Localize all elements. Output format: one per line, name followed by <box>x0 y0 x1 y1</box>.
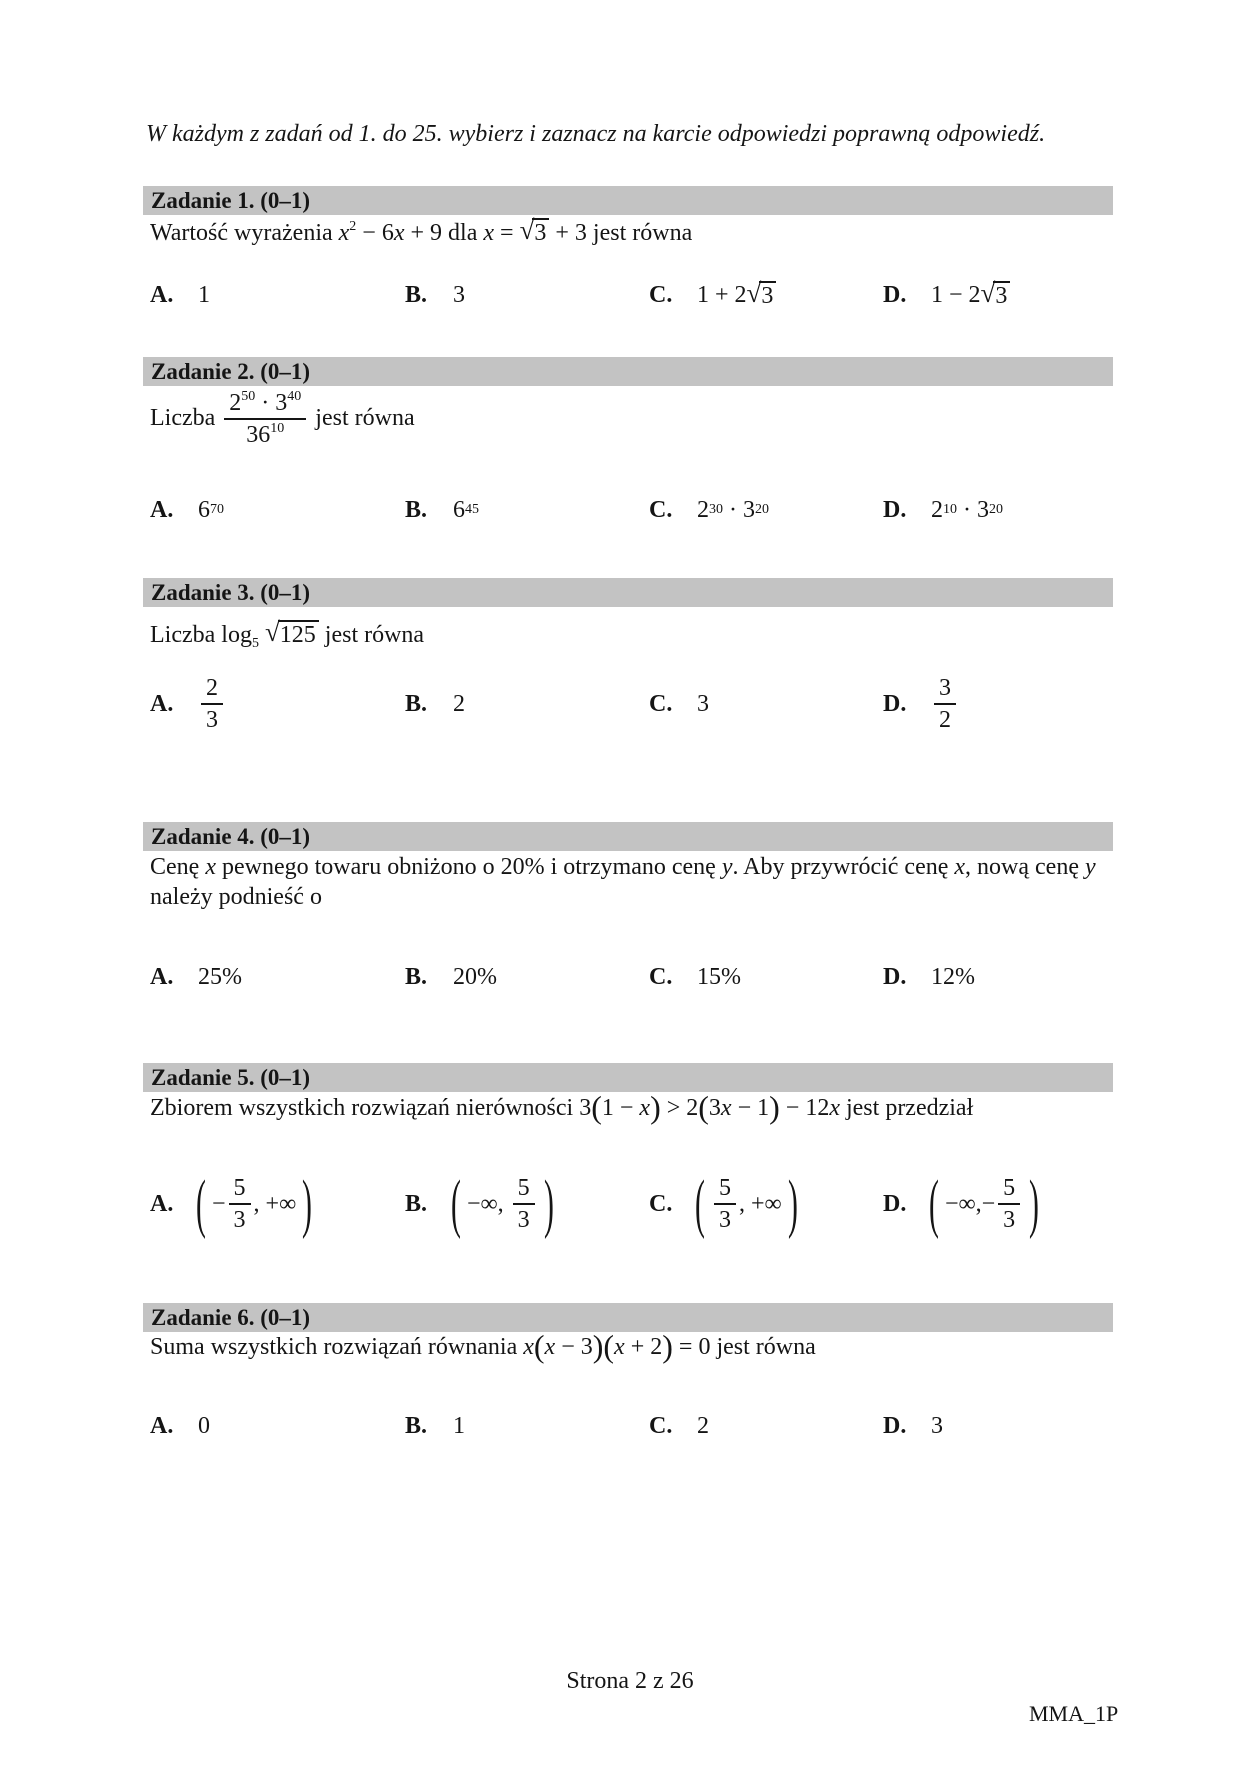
math-den <box>224 418 306 448</box>
answer-label: C. <box>649 1190 673 1217</box>
math-mtxt: . Aby przywrócić cenę <box>732 854 955 880</box>
math-mtxt: 5 <box>233 1174 246 1201</box>
task-2-answers-row <box>150 490 1125 530</box>
math-den <box>201 703 223 733</box>
task-2-title-bar <box>143 357 1113 386</box>
answer-value <box>453 1413 465 1440</box>
answer-value <box>931 675 959 734</box>
math-den <box>714 1203 736 1233</box>
answer-label: B. <box>405 963 428 990</box>
answer-value: 6 70 <box>198 496 224 523</box>
math-mtxt: 25% <box>198 963 242 990</box>
task-3-question <box>150 617 425 651</box>
task-5-question <box>150 1089 974 1125</box>
math-mtxt: 3 <box>718 1207 731 1233</box>
task-2-answer-c <box>649 490 769 530</box>
footer-page-number: Strona 2 z 26 <box>566 1668 694 1694</box>
math-sqrt <box>980 277 1011 309</box>
math-mp: ( <box>603 1328 615 1364</box>
math-sqrt <box>519 215 550 246</box>
math-mtxt: 1 <box>198 281 210 308</box>
answer-value <box>931 277 1010 309</box>
math-mp: ( <box>698 1089 709 1125</box>
answer-label: D. <box>883 496 907 523</box>
task-5-answer-b <box>405 1164 552 1244</box>
math-mtxt: = <box>494 220 520 246</box>
math-mtxt: 2 <box>697 496 709 523</box>
task-1-answer-c <box>649 273 776 317</box>
answer-value <box>929 1167 1040 1240</box>
math-frac <box>224 390 306 449</box>
answer-value: 2 10 · 3 20 <box>931 496 1003 523</box>
task-4-answer-b <box>405 957 497 997</box>
math-mtxt: jest przedział <box>839 1095 974 1121</box>
math-frac <box>513 1175 535 1234</box>
math-mtxt: + 2 <box>624 1334 663 1360</box>
answer-label: C. <box>649 963 673 990</box>
task-6-title-bar <box>143 1303 1113 1332</box>
math-bigp <box>929 1167 1040 1240</box>
math-msup: 10 <box>270 421 285 437</box>
task-6-answers-row <box>150 1406 1125 1446</box>
math-mtxt: 3 <box>761 282 774 309</box>
answer-label: A. <box>150 963 174 990</box>
math-frac <box>201 675 223 734</box>
task-4-question <box>150 852 1118 912</box>
task-1-title-bar <box>143 186 1113 215</box>
task-4-answers-row <box>150 957 1125 997</box>
task-6-question <box>150 1328 816 1364</box>
answer-value <box>697 1413 709 1440</box>
math-bp: ) <box>787 1167 798 1240</box>
answer-value <box>453 964 497 991</box>
math-msub: 5 <box>251 636 259 651</box>
math-mtxt: 3 <box>939 674 951 701</box>
task-1-answers-row <box>150 273 1125 317</box>
math-mvar: x <box>483 220 495 246</box>
answer-label: C. <box>649 281 673 308</box>
math-mtxt: −∞, <box>466 1190 510 1217</box>
math-mvar: x <box>393 220 405 246</box>
math-mtxt: jest równa <box>309 404 415 431</box>
math-num <box>998 1175 1020 1203</box>
answer-label: A. <box>150 281 174 308</box>
math-mtxt: 1 + 2 <box>697 281 747 308</box>
math-den <box>934 703 956 733</box>
math-bpc <box>703 1175 790 1234</box>
math-sg: √ <box>746 277 762 308</box>
math-sqrt <box>264 617 319 648</box>
task-2-answer-a <box>150 490 224 530</box>
math-mtxt: 2 <box>931 496 943 523</box>
task-3-answer-b <box>405 670 465 738</box>
math-mp: ) <box>662 1328 673 1364</box>
math-rd <box>993 281 1010 309</box>
math-mtxt: , nową cenę <box>965 854 1085 880</box>
math-mtxt: 3 <box>931 1412 943 1439</box>
math-mtxt: = 0 jest równa <box>672 1334 816 1360</box>
math-num <box>201 675 223 703</box>
math-msup: 2 <box>349 219 357 234</box>
math-mtxt: 0 <box>198 1412 210 1439</box>
math-bp: ( <box>196 1167 206 1240</box>
math-mtxt: należy podnieść o <box>150 884 322 910</box>
answer-label: B. <box>405 690 428 717</box>
math-mtxt: 1 − 2 <box>931 281 981 308</box>
math-sqrt <box>746 277 777 309</box>
answer-value <box>451 1167 554 1240</box>
math-mtxt: , +∞ <box>253 1190 297 1217</box>
math-mtxt: Zbiorem wszystkich rozwiązań nierówności 3 <box>150 1095 592 1121</box>
math-mvar: x <box>720 1095 732 1121</box>
answer-label: A. <box>150 1190 174 1217</box>
math-mtxt: 3 <box>1003 1207 1016 1233</box>
task-1-title: Zadanie 1. (0–1) <box>151 187 311 213</box>
math-mtxt: 2 <box>453 690 465 717</box>
math-mvar: x <box>614 1334 625 1360</box>
task-6-answer-b <box>405 1406 465 1446</box>
answer-label: D. <box>883 1190 907 1217</box>
math-mvar: y <box>1085 854 1096 880</box>
answer-label: D. <box>883 963 907 990</box>
math-mvar: x <box>829 1095 840 1121</box>
math-sg: √ <box>519 215 535 245</box>
math-mp: ) <box>769 1089 780 1125</box>
task-2-question <box>150 390 415 449</box>
answer-value <box>931 1413 943 1440</box>
math-mtxt: 5 <box>718 1174 731 1201</box>
task-5-answer-a <box>150 1164 313 1244</box>
math-num <box>229 1175 251 1203</box>
answer-value <box>198 964 242 991</box>
task-5-title: Zadanie 5. (0–1) <box>151 1064 311 1090</box>
task-1-answer-a <box>150 273 210 317</box>
answer-value <box>931 964 975 991</box>
math-rd <box>278 620 319 648</box>
math-mtxt: 125 <box>279 622 316 648</box>
answer-label: B. <box>405 1412 428 1439</box>
math-mtxt: 3 <box>453 281 465 308</box>
math-bp: ( <box>451 1167 461 1240</box>
math-mtxt: − 3 <box>555 1334 593 1360</box>
math-mvar: x <box>523 1334 534 1360</box>
math-sg: √ <box>264 617 280 647</box>
task-3-answer-a <box>150 670 226 738</box>
math-mtxt: · 3 <box>255 390 288 416</box>
answer-label: A. <box>150 1412 174 1439</box>
math-mvar: x <box>338 220 350 246</box>
math-mtxt: Cenę <box>150 854 206 880</box>
math-mtxt: 6 <box>198 496 210 523</box>
answer-value <box>198 675 226 734</box>
math-den <box>998 1203 1020 1233</box>
math-frac <box>714 1175 736 1234</box>
math-mtxt: 1 <box>453 1412 465 1439</box>
math-num <box>934 675 956 703</box>
answer-label: C. <box>649 496 673 523</box>
answer-value <box>697 691 709 718</box>
math-mtxt: 6 <box>453 496 465 523</box>
task-5-answers-row <box>150 1164 1125 1244</box>
answer-label: C. <box>649 690 673 717</box>
task-6-title: Zadanie 6. (0–1) <box>151 1304 311 1330</box>
math-bp: ) <box>543 1167 554 1240</box>
math-bigp <box>451 1167 554 1240</box>
answer-label: A. <box>150 496 174 523</box>
math-frac <box>998 1175 1020 1234</box>
task-3-answer-c <box>649 670 709 738</box>
math-mtxt: Suma wszystkich rozwiązań równania <box>150 1334 524 1360</box>
answer-value: 6 45 <box>453 496 479 523</box>
math-mp: ( <box>533 1328 545 1364</box>
task-2-title: Zadanie 2. (0–1) <box>151 358 311 384</box>
math-mtxt: Liczba log <box>150 622 252 648</box>
math-msup: 50 <box>241 389 256 404</box>
task-4-title: Zadanie 4. (0–1) <box>151 823 311 849</box>
task-6-answer-a <box>150 1406 210 1446</box>
math-mtxt: 15% <box>697 963 741 990</box>
math-bpc <box>937 1175 1031 1234</box>
answer-value <box>198 1413 210 1440</box>
math-mtxt: 2 <box>206 674 218 701</box>
math-bp: ( <box>695 1167 705 1240</box>
task-2-answer-d <box>883 490 1003 530</box>
math-mtxt: − 12 <box>779 1095 830 1121</box>
math-bigp <box>196 1167 313 1240</box>
math-sg: √ <box>980 277 996 308</box>
task-4-answer-c <box>649 957 741 997</box>
math-bp: ) <box>1029 1167 1040 1240</box>
math-mtxt: 3 <box>233 1207 246 1233</box>
instruction-text: W każdym z zadań od 1. do 25. wybierz i zaznacz na karcie odpowiedzi poprawną odpowiedź. <box>146 121 1046 147</box>
math-bp: ( <box>929 1167 939 1240</box>
answer-value <box>196 1167 313 1240</box>
answer-label: D. <box>883 1412 907 1439</box>
task-3-title: Zadanie 3. (0–1) <box>151 579 311 605</box>
answer-value <box>198 282 210 309</box>
math-mtxt: 3 <box>517 1207 530 1233</box>
math-mtxt: jest równa <box>318 622 425 648</box>
math-frac <box>229 1175 251 1234</box>
math-mtxt: 1 − <box>601 1095 640 1121</box>
answer-value <box>697 964 741 991</box>
task-4-answer-a <box>150 957 242 997</box>
task-3-answer-d <box>883 670 959 738</box>
math-mtxt: + 9 dla <box>404 220 484 246</box>
task-6-answer-c <box>649 1406 709 1446</box>
math-mtxt: − <box>211 1190 226 1217</box>
math-mtxt: 3 <box>206 707 218 733</box>
math-mtxt: Wartość wyrażenia <box>150 220 339 246</box>
math-msup: 40 <box>287 389 302 404</box>
math-mtxt: · 3 <box>723 496 755 523</box>
math-mtxt: 2 <box>697 1412 709 1439</box>
math-rd <box>532 218 549 246</box>
answer-value <box>695 1167 798 1240</box>
math-mtxt: 5 <box>517 1174 530 1201</box>
math-mtxt: −∞,− <box>944 1190 996 1217</box>
math-mvar: y <box>721 854 733 880</box>
task-1-answer-b <box>405 273 465 317</box>
math-bigp <box>695 1167 798 1240</box>
math-mtxt: 3 <box>708 1095 721 1121</box>
task-2-answer-b <box>405 490 479 530</box>
math-mtxt: 36 <box>246 422 271 449</box>
answer-value <box>453 691 465 718</box>
math-mtxt: 3 <box>995 282 1008 309</box>
answer-value: 2 30 · 3 20 <box>697 496 769 523</box>
task-5-answer-c <box>649 1164 796 1244</box>
task-1-answer-d <box>883 273 1010 317</box>
answer-value <box>697 277 776 309</box>
answer-label: C. <box>649 1412 673 1439</box>
task-4-title-bar <box>143 822 1113 851</box>
task-5-answer-d <box>883 1164 1040 1244</box>
answer-label: B. <box>405 496 428 523</box>
math-mtxt: pewnego towaru obniżono o 20% i otrzymano cenę <box>215 854 722 880</box>
task-1-question <box>150 215 693 248</box>
math-mp: ( <box>591 1089 602 1125</box>
math-num <box>714 1175 736 1203</box>
math-mtxt: 3 <box>697 690 709 717</box>
task-3-answers-row <box>150 670 1125 738</box>
math-mvar: x <box>639 1095 651 1121</box>
answer-label: D. <box>883 281 907 308</box>
math-mtxt: − 1 <box>731 1095 770 1121</box>
math-bp: ) <box>302 1167 313 1240</box>
math-mtxt: − 6 <box>356 220 394 246</box>
math-mvar: x <box>205 854 216 880</box>
math-frac <box>934 675 956 734</box>
math-num <box>513 1175 535 1203</box>
task-3-title-bar <box>143 578 1113 607</box>
math-mtxt: 20% <box>453 963 497 990</box>
math-num <box>224 390 306 418</box>
math-bpc <box>204 1175 304 1234</box>
math-mtxt: + 3 jest równa <box>549 220 693 246</box>
math-mp: ) <box>650 1089 661 1125</box>
math-mtxt: 12% <box>931 963 975 990</box>
answer-label: A. <box>150 690 174 717</box>
answer-label: B. <box>405 281 428 308</box>
task-6-answer-d <box>883 1406 943 1446</box>
math-bpc <box>459 1175 546 1234</box>
answer-label: B. <box>405 1190 428 1217</box>
math-rd <box>759 281 776 309</box>
task-5-title-bar <box>143 1063 1113 1092</box>
math-mtxt: > 2 <box>660 1095 699 1121</box>
math-mtxt: · 3 <box>957 496 989 523</box>
math-mtxt: 2 <box>229 390 242 416</box>
task-4-answer-d <box>883 957 975 997</box>
math-mtxt: , +∞ <box>738 1190 782 1217</box>
math-mvar: x <box>544 1334 556 1360</box>
answer-value <box>453 282 465 309</box>
math-den <box>229 1203 251 1233</box>
math-mtxt: 3 <box>534 220 547 246</box>
math-mtxt: 2 <box>939 707 951 733</box>
math-den <box>513 1203 535 1233</box>
math-mvar: x <box>954 854 966 880</box>
math-mtxt: 5 <box>1003 1174 1016 1201</box>
answer-label: D. <box>883 690 907 717</box>
math-mtxt: Liczba <box>150 404 222 431</box>
math-mp: ) <box>592 1328 604 1364</box>
footer-form-code: MMA_1P <box>1029 1701 1119 1726</box>
